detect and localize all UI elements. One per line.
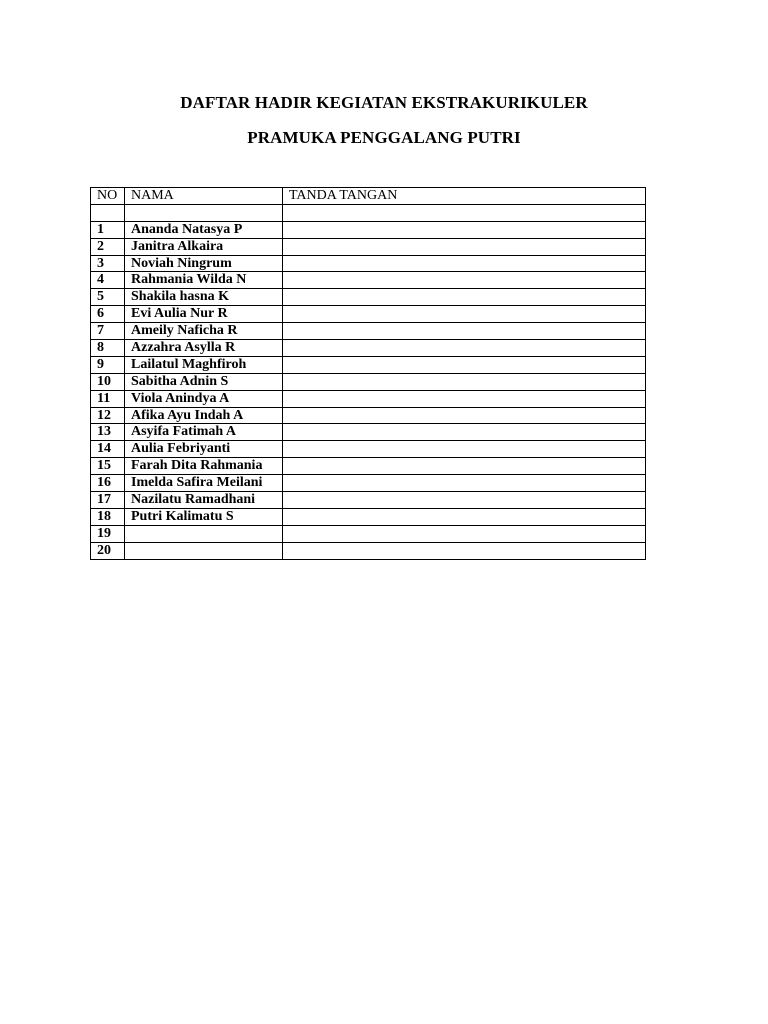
table-row [91,475,646,492]
row-number-cell: 10 [91,373,125,390]
document-title: DAFTAR HADIR KEGIATAN EKSTRAKURIKULER [180,93,588,112]
row-name-cell: Imelda Safira Meilani [125,475,283,492]
row-signature-cell[interactable] [283,289,646,306]
header-no: NO [91,188,125,205]
row-number-cell: 7 [91,323,125,340]
row-name-cell: Lailatul Maghfiroh [125,356,283,373]
row-signature-cell[interactable] [283,475,646,492]
table-row [91,306,646,323]
row-number-cell: 8 [91,340,125,357]
row-signature-cell[interactable] [283,492,646,509]
row-name-cell: Evi Aulia Nur R [125,306,283,323]
row-number-cell: 15 [91,458,125,475]
row-signature-cell[interactable] [283,255,646,272]
table-row [91,407,646,424]
row-number-cell: 4 [91,272,125,289]
table-row [91,424,646,441]
table-row [91,238,646,255]
row-number-cell: 2 [91,238,125,255]
table-row [91,255,646,272]
attendance-table [90,187,646,560]
row-name-cell: Noviah Ningrum [125,255,283,272]
row-number-cell: 13 [91,424,125,441]
row-number-cell: 20 [91,542,125,559]
row-signature-cell[interactable] [283,407,646,424]
table-row [91,390,646,407]
row-signature-cell[interactable] [283,204,646,221]
row-name-cell: Rahmania Wilda N [125,272,283,289]
row-number-cell [91,204,125,221]
row-name-cell: Janitra Alkaira [125,238,283,255]
row-name-cell: Sabitha Adnin S [125,373,283,390]
row-name-cell: Afika Ayu Indah A [125,407,283,424]
row-name-cell: Nazilatu Ramadhani [125,492,283,509]
table-body [91,204,646,559]
row-signature-cell[interactable] [283,508,646,525]
header-name: NAMA [125,188,283,205]
table-row [91,542,646,559]
table-row [91,289,646,306]
table-row [91,373,646,390]
row-number-cell: 5 [91,289,125,306]
row-signature-cell[interactable] [283,373,646,390]
table-row [91,340,646,357]
table-row [91,272,646,289]
table-row [91,356,646,373]
row-signature-cell[interactable] [283,458,646,475]
row-signature-cell[interactable] [283,525,646,542]
row-signature-cell[interactable] [283,356,646,373]
document-subtitle: PRAMUKA PENGGALANG PUTRI [247,128,521,147]
row-name-cell: Putri Kalimatu S [125,508,283,525]
row-signature-cell[interactable] [283,238,646,255]
row-number-cell: 17 [91,492,125,509]
row-name-cell: Farah Dita Rahmania [125,458,283,475]
row-name-cell: Azzahra Asylla R [125,340,283,357]
row-name-cell [125,542,283,559]
row-name-cell [125,204,283,221]
row-name-cell [125,525,283,542]
row-signature-cell[interactable] [283,221,646,238]
row-signature-cell[interactable] [283,306,646,323]
row-name-cell: Ameily Naficha R [125,323,283,340]
table-row [91,221,646,238]
table-row [91,492,646,509]
row-name-cell: Aulia Febriyanti [125,441,283,458]
row-signature-cell[interactable] [283,542,646,559]
row-name-cell: Asyifa Fatimah A [125,424,283,441]
table-row [91,323,646,340]
row-name-cell: Viola Anindya A [125,390,283,407]
table-row [91,525,646,542]
row-signature-cell[interactable] [283,272,646,289]
table-row [91,204,646,221]
row-number-cell: 16 [91,475,125,492]
row-signature-cell[interactable] [283,441,646,458]
row-number-cell: 9 [91,356,125,373]
row-number-cell: 19 [91,525,125,542]
table-header-row [91,188,646,205]
row-signature-cell[interactable] [283,390,646,407]
row-number-cell: 6 [91,306,125,323]
row-signature-cell[interactable] [283,424,646,441]
row-signature-cell[interactable] [283,323,646,340]
header-signature: TANDA TANGAN [283,188,646,205]
row-number-cell: 12 [91,407,125,424]
table-row [91,441,646,458]
row-name-cell: Shakila hasna K [125,289,283,306]
row-number-cell: 11 [91,390,125,407]
table-row [91,458,646,475]
row-signature-cell[interactable] [283,340,646,357]
row-name-cell: Ananda Natasya P [125,221,283,238]
row-number-cell: 18 [91,508,125,525]
table-row [91,508,646,525]
row-number-cell: 1 [91,221,125,238]
row-number-cell: 3 [91,255,125,272]
row-number-cell: 14 [91,441,125,458]
